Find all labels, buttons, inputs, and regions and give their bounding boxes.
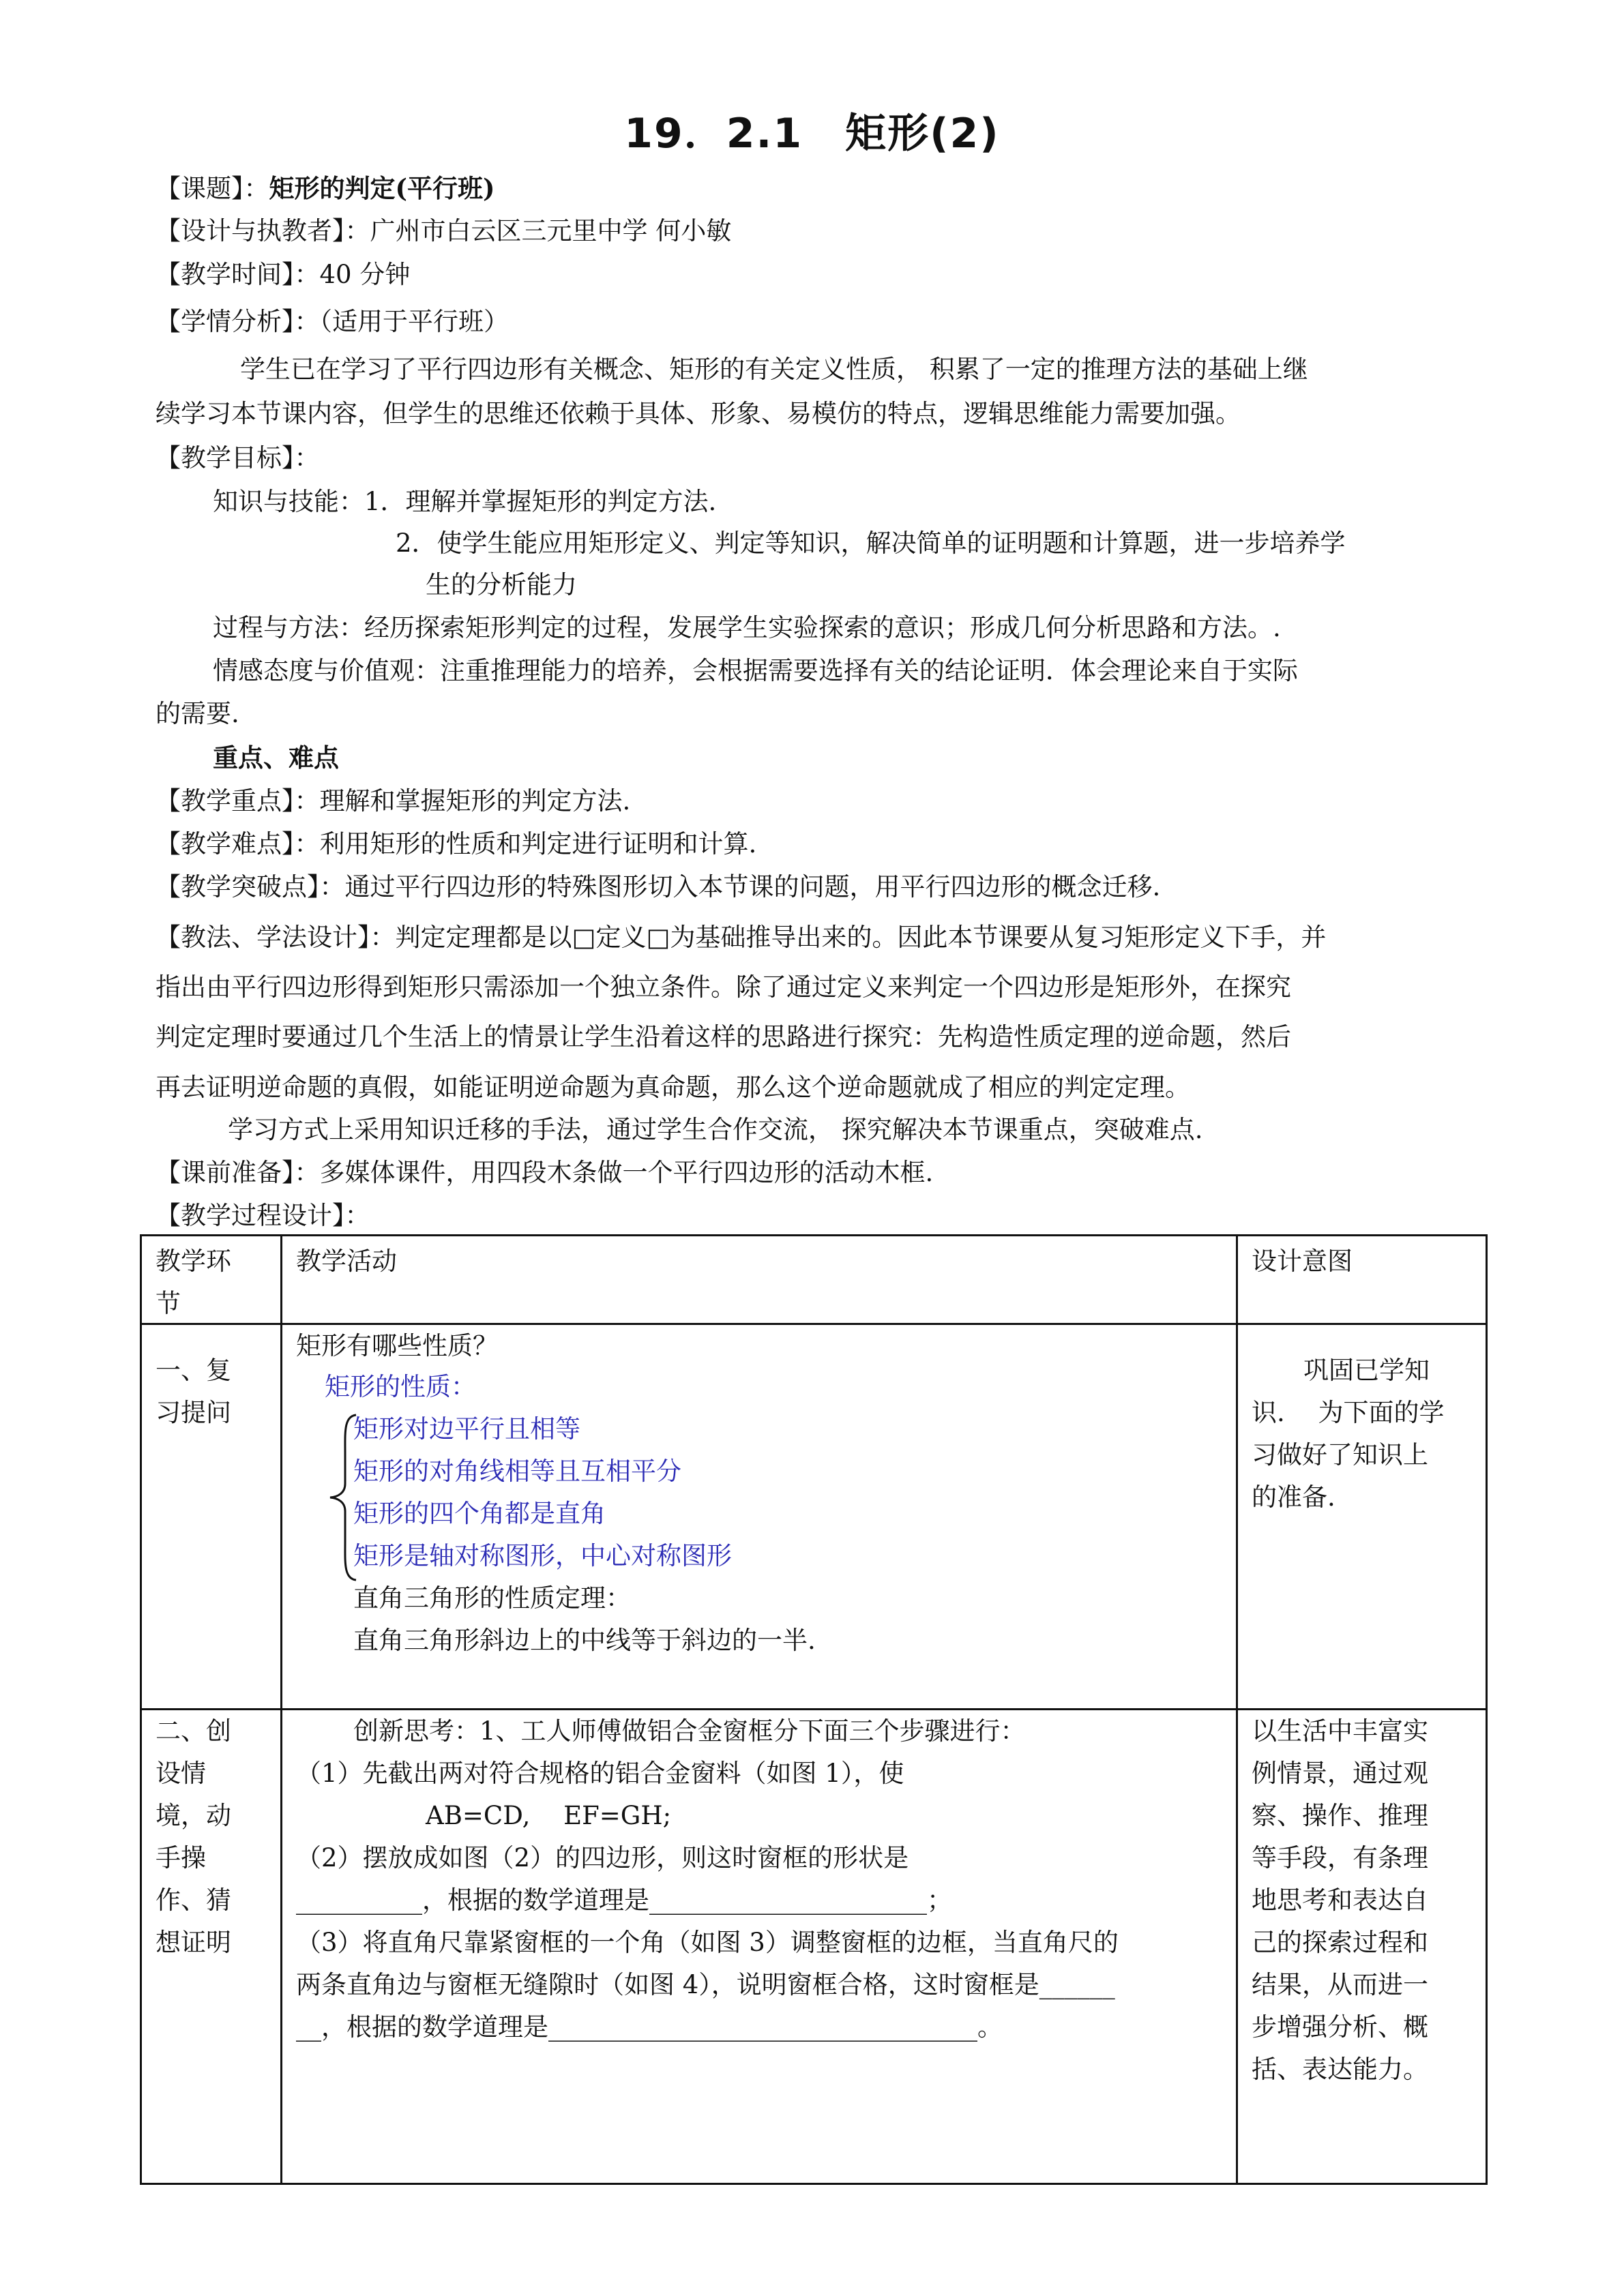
row2-line-2: （1）先截出两对符合规格的铝合金窗料（如图 1），使 — [296, 1759, 904, 1788]
row2-line-6: （3）将直角尺靠紧窗框的一个角（如图 3）调整窗框的边框，当直角尺的 — [296, 1928, 1119, 1957]
goal-knowledge-2: 2．使学生能应用矩形定义、判定等知识，解决简单的证明题和计算题，进一步培养学 — [396, 528, 1346, 558]
goal-knowledge-2-cont: 生的分析能力 — [426, 570, 577, 599]
row1-intent — [1237, 1324, 1487, 1710]
row1-props-title: 矩形的性质： — [325, 1372, 476, 1401]
header-stage-line-2: 节 — [156, 1289, 181, 1318]
goal-process: 过程与方法：经历探索矩形判定的过程，发展学生实验探索的意识；形成几何分析思路和方法。. — [213, 613, 1281, 642]
row1-stage — [141, 1324, 282, 1710]
goal-knowledge-1: 知识与技能：1．理解并掌握矩形的判定方法. — [213, 487, 717, 516]
row2-intent-line-9: 括、表达能力。 — [1252, 2055, 1428, 2084]
row2-intent-line-7: 结果，从而进一 — [1252, 1970, 1428, 1999]
designer-line — [156, 215, 731, 248]
table-header-row — [141, 1236, 1487, 1324]
method-3: 判定定理时要通过几个生活上的情景让学生沿着这样的思路进行探究：先构造性质定理的逆命题，然后 — [156, 1022, 1291, 1052]
row2-intent-line-3: 察、操作、推理 — [1252, 1801, 1428, 1830]
header-intent-label: 设计意图 — [1252, 1247, 1353, 1276]
prep: 【课前准备】：多媒体课件，用四段木条做一个平行四边形的活动木框. — [156, 1158, 934, 1187]
row2-line-8: __，根据的数学道理是__________________________________。 — [296, 2012, 1003, 2042]
row1-activity — [282, 1324, 1237, 1710]
row1-intent-line-3: 习做好了知识上 — [1252, 1440, 1428, 1470]
analysis-label: 【学情分析】： — [156, 307, 320, 336]
row1-theorem: 直角三角形斜边上的中线等于斜边的一半. — [353, 1626, 816, 1655]
row1-question: 矩形有哪些性质？ — [296, 1331, 498, 1360]
row2-intent — [1237, 1710, 1487, 2184]
header-stage-line-1: 教学环 — [156, 1247, 231, 1276]
time-value: 40 分钟 — [319, 260, 411, 289]
table-row-review — [141, 1324, 1487, 1710]
row2-stage-line-2: 设情 — [156, 1759, 206, 1788]
method-2: 指出由平行四边形得到矩形只需添加一个独立条件。除了通过定义来判定一个四边形是矩形外，在探究 — [156, 972, 1291, 1002]
row2-intent-line-2: 例情景，通过观 — [1252, 1759, 1428, 1788]
analysis-text-1: 学生已在学习了平行四边形有关概念、矩形的有关定义性质， 积累了一定的推理方法的基础上继 — [240, 355, 1308, 384]
row2-intent-line-4: 等手段，有条理 — [1252, 1843, 1428, 1873]
row2-intent-line-1: 以生活中丰富实 — [1252, 1716, 1428, 1746]
topic-label: 【课题】： — [156, 174, 269, 203]
header-activity-label: 教学活动 — [296, 1247, 397, 1276]
row2-stage-line-4: 手操 — [156, 1843, 206, 1873]
header-stage — [141, 1236, 282, 1324]
row1-stage-line-2: 习提问 — [156, 1398, 231, 1427]
row1-theorem-title: 直角三角形的性质定理： — [353, 1583, 631, 1613]
method-5: 学习方式上采用知识迁移的手法，通过学生合作交流， 探究解决本节课重点，突破难点. — [228, 1115, 1203, 1144]
process-label: 【教学过程设计】： — [156, 1201, 370, 1230]
row1-intent-line-4: 的准备. — [1252, 1482, 1335, 1512]
row2-line-3: AB=CD, EF=GH; — [426, 1801, 672, 1830]
row1-prop-3: 矩形的四个角都是直角 — [353, 1499, 606, 1528]
row1-intent-line-2: 识. 为下面的学 — [1252, 1398, 1445, 1427]
time-line — [156, 258, 410, 291]
method-1: 【教法、学法设计】：判定定理都是以□定义□为基础推导出来的。因此本节课要从复习矩形定义下手，并 — [156, 923, 1327, 952]
row1-prop-2: 矩形的对角线相等且互相平分 — [353, 1457, 681, 1486]
row1-stage-line-1: 一、复 — [156, 1356, 231, 1385]
method-4: 再去证明逆命题的真假，如能证明逆命题为真命题，那么这个逆命题就成了相应的判定定理。 — [156, 1073, 1190, 1102]
row2-activity — [282, 1710, 1237, 2184]
header-activity — [282, 1236, 1237, 1324]
row1-prop-4: 矩形是轴对称图形，中心对称图形 — [353, 1541, 732, 1570]
analysis-text-2: 续学习本节课内容，但学生的思维还依赖于具体、形象、易模仿的特点，逻辑思维能力需要加强。 — [156, 399, 1241, 428]
row2-stage-line-6: 想证明 — [156, 1928, 231, 1957]
row2-line-5: __________，根据的数学道理是______________________； — [296, 1885, 952, 1915]
row2-stage-line-1: 二、创 — [156, 1716, 231, 1746]
designer-value: 广州市白云区三元里中学 何小敏 — [370, 216, 732, 245]
row2-line-7: 两条直角边与窗框无缝隙时（如图 4），说明窗框合格，这时窗框是______ — [296, 1970, 1115, 1999]
row1-intent-line-1: 巩固已学知 — [1303, 1356, 1430, 1385]
row2-line-4: （2）摆放成如图（2）的四边形，则这时窗框的形状是 — [296, 1843, 909, 1873]
row2-intent-line-8: 步增强分析、概 — [1252, 2012, 1428, 2042]
row2-stage-line-5: 作、猜 — [156, 1885, 231, 1915]
row2-stage — [141, 1710, 282, 2184]
row1-prop-1: 矩形对边平行且相等 — [353, 1414, 580, 1444]
header-intent — [1237, 1236, 1487, 1324]
topic-line — [156, 172, 495, 205]
row2-intent-line-5: 地思考和表达自 — [1252, 1885, 1428, 1915]
process-table — [140, 1234, 1488, 2185]
row2-stage-line-3: 境，动 — [156, 1801, 231, 1830]
key-heading: 重点、难点 — [213, 743, 339, 773]
table-row-scenario — [141, 1710, 1487, 2184]
time-label: 【教学时间】： — [156, 260, 320, 289]
difficulty: 【教学难点】：利用矩形的性质和判定进行证明和计算. — [156, 829, 757, 859]
designer-label: 【设计与执教者】： — [156, 216, 370, 245]
breakthrough: 【教学突破点】：通过平行四边形的特殊图形切入本节课的问题，用平行四边形的概念迁移. — [156, 872, 1161, 901]
analysis-line — [156, 305, 509, 338]
topic-value: 矩形的判定(平行班) — [269, 173, 495, 203]
key-point: 【教学重点】：理解和掌握矩形的判定方法. — [156, 786, 631, 816]
analysis-value: （适用于平行班） — [319, 307, 509, 336]
goal-emotion-1: 情感态度与价值观：注重推理能力的培养，会根据需要选择有关的结论证明．体会理论来自于实际 — [213, 656, 1298, 685]
row2-intent-line-6: 己的探索过程和 — [1252, 1928, 1428, 1957]
goals-label: 【教学目标】： — [156, 443, 320, 473]
goal-emotion-2: 的需要. — [156, 699, 239, 728]
row2-line-1: 创新思考：1、工人师傅做铝合金窗框分下面三个步骤进行： — [353, 1716, 1026, 1746]
page-title: 19．2.1 矩形(2) — [624, 110, 1000, 158]
